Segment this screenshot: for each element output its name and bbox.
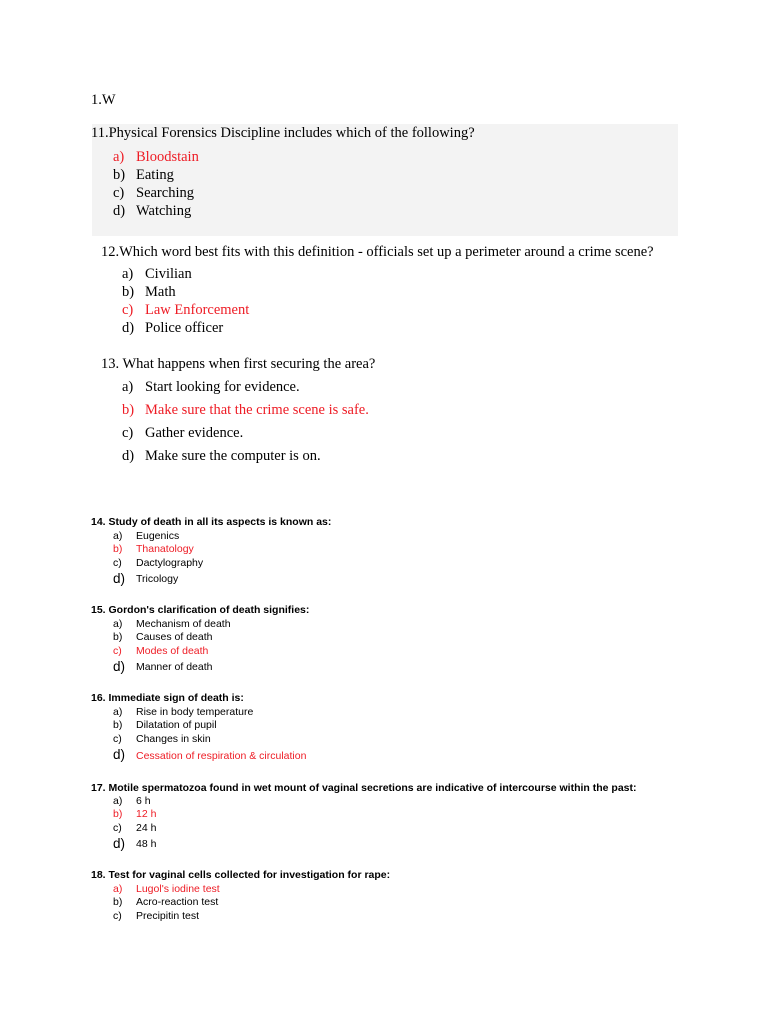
option-text: 6 h: [136, 795, 151, 807]
option-letter: c): [113, 822, 122, 834]
question-text: 16. Immediate sign of death is:: [91, 692, 244, 704]
option-letter: d): [113, 203, 126, 219]
option-letter: b): [113, 167, 126, 183]
question-text: 11.Physical Forensics Discipline includes which of the following?: [91, 125, 475, 141]
question-text: 15. Gordon's clarification of death signifies:: [91, 604, 310, 616]
option-letter: d): [122, 448, 135, 464]
option-letter: a): [113, 795, 123, 807]
option-text: Dilatation of pupil: [136, 719, 217, 731]
question-text: 14. Study of death in all its aspects is known as:: [91, 516, 332, 528]
option-letter: b): [122, 284, 135, 300]
option-letter: a): [113, 530, 123, 542]
option-text: Lugol's iodine test: [136, 883, 220, 895]
option-text: Modes of death: [136, 645, 209, 657]
option-letter: a): [113, 883, 123, 895]
option-letter: a): [113, 618, 123, 630]
question-text: 12.Which word best fits with this definition - officials set up a perimeter around a crime scene?: [101, 244, 654, 260]
option-letter: c): [122, 425, 134, 441]
question-text: 17. Motile spermatozoa found in wet mount of vaginal secretions are indicative of intercourse within the past:: [91, 782, 637, 794]
option-letter: b): [113, 543, 123, 555]
option-text: 24 h: [136, 822, 157, 834]
page-header: 1.W: [91, 92, 116, 108]
option-letter: c): [122, 302, 134, 318]
option-text: Start looking for evidence.: [145, 379, 300, 395]
option-text: 12 h: [136, 808, 157, 820]
option-letter: d): [113, 747, 126, 762]
option-letter: b): [113, 808, 123, 820]
option-text: Make sure the computer is on.: [145, 448, 321, 464]
option-text: Math: [145, 284, 176, 300]
option-text: Bloodstain: [136, 149, 199, 165]
option-text: Dactylography: [136, 557, 204, 569]
option-text: Gather evidence.: [145, 425, 244, 441]
option-text: Mechanism of death: [136, 618, 231, 630]
option-text: Make sure that the crime scene is safe.: [145, 402, 369, 418]
option-letter: d): [122, 320, 135, 336]
option-letter: d): [113, 836, 126, 851]
option-letter: c): [113, 645, 122, 657]
option-letter: c): [113, 733, 122, 745]
option-text: Civilian: [145, 266, 192, 282]
option-letter: d): [113, 659, 126, 674]
option-text: Cessation of respiration & circulation: [136, 750, 307, 762]
option-letter: b): [113, 719, 123, 731]
option-text: Searching: [136, 185, 194, 201]
option-text: Watching: [136, 203, 192, 219]
option-letter: d): [113, 571, 126, 586]
option-text: 48 h: [136, 838, 157, 850]
option-text: Changes in skin: [136, 733, 211, 745]
question-text: 18. Test for vaginal cells collected for investigation for rape:: [91, 869, 391, 881]
option-text: Precipitin test: [136, 910, 200, 922]
option-text: Causes of death: [136, 631, 213, 643]
option-text: Eating: [136, 167, 174, 183]
option-letter: a): [113, 149, 125, 165]
option-letter: b): [113, 896, 123, 908]
option-letter: a): [122, 379, 134, 395]
option-letter: c): [113, 557, 122, 569]
option-text: Law Enforcement: [145, 302, 250, 318]
question-text: 13. What happens when first securing the area?: [101, 356, 376, 372]
option-letter: c): [113, 910, 122, 922]
option-text: Police officer: [145, 320, 224, 336]
option-letter: b): [122, 402, 135, 418]
option-text: Manner of death: [136, 661, 213, 673]
option-text: Thanatology: [136, 543, 194, 555]
option-text: Tricology: [136, 573, 179, 585]
option-letter: b): [113, 631, 123, 643]
option-letter: a): [122, 266, 134, 282]
option-letter: c): [113, 185, 125, 201]
option-text: Acro-reaction test: [136, 896, 219, 908]
option-text: Eugenics: [136, 530, 180, 542]
option-text: Rise in body temperature: [136, 706, 254, 718]
option-letter: a): [113, 706, 123, 718]
